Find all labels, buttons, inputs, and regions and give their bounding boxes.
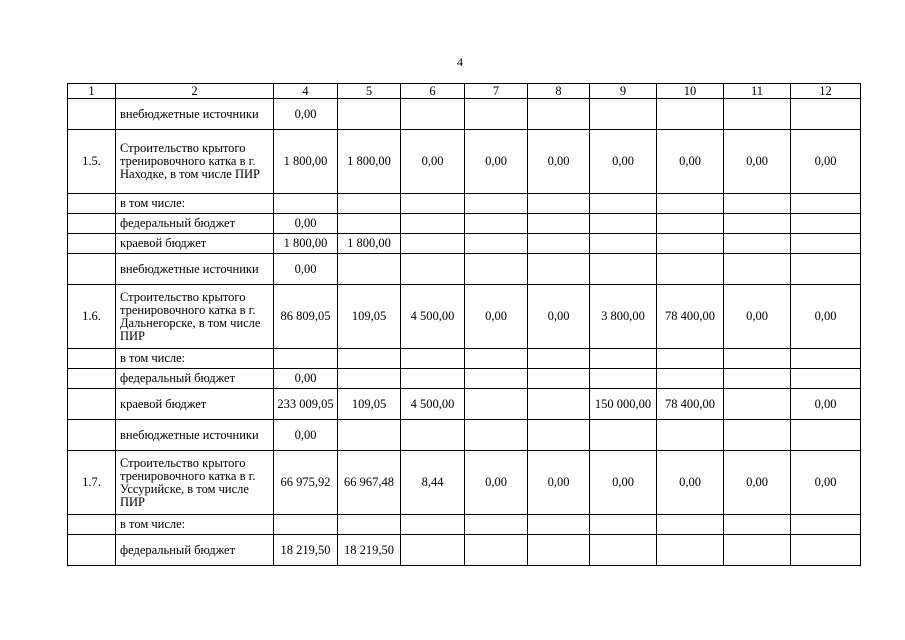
value-cell	[401, 535, 465, 566]
value-cell: 0,00	[657, 451, 724, 515]
value-cell: 0,00	[274, 214, 338, 234]
column-header: 2	[116, 84, 274, 99]
value-cell	[528, 194, 590, 214]
table-row	[68, 285, 861, 349]
value-cell	[338, 194, 401, 214]
value-cell	[590, 254, 657, 285]
row-name-cell: Строительство крытого тренировочного катка в г. Находке, в том числе ПИР	[116, 130, 274, 194]
value-cell	[590, 349, 657, 369]
value-cell	[528, 515, 590, 535]
value-cell	[657, 194, 724, 214]
value-cell: 0,00	[791, 130, 861, 194]
value-cell	[528, 369, 590, 389]
value-cell	[791, 214, 861, 234]
value-cell: 78 400,00	[657, 285, 724, 349]
value-cell: 1 800,00	[274, 130, 338, 194]
value-cell	[791, 194, 861, 214]
value-cell	[528, 420, 590, 451]
value-cell	[274, 349, 338, 369]
row-name-cell: в том числе:	[116, 515, 274, 535]
column-header: 11	[724, 84, 791, 99]
budget-table	[67, 83, 861, 566]
row-number-cell	[68, 515, 116, 535]
value-cell	[724, 349, 791, 369]
value-cell	[401, 214, 465, 234]
value-cell	[657, 99, 724, 130]
value-cell: 1 800,00	[274, 234, 338, 254]
value-cell	[465, 515, 528, 535]
row-name-cell: краевой бюджет	[116, 389, 274, 420]
column-header: 6	[401, 84, 465, 99]
table-row	[68, 194, 861, 214]
value-cell: 0,00	[274, 254, 338, 285]
value-cell: 0,00	[590, 130, 657, 194]
table-row	[68, 214, 861, 234]
value-cell	[657, 515, 724, 535]
column-header: 12	[791, 84, 861, 99]
column-header: 9	[590, 84, 657, 99]
value-cell	[401, 420, 465, 451]
value-cell	[657, 369, 724, 389]
value-cell	[274, 194, 338, 214]
value-cell	[465, 99, 528, 130]
value-cell: 0,00	[590, 451, 657, 515]
row-name-cell: в том числе:	[116, 349, 274, 369]
value-cell	[465, 254, 528, 285]
value-cell: 1 800,00	[338, 130, 401, 194]
value-cell	[274, 515, 338, 535]
value-cell	[401, 99, 465, 130]
value-cell: 0,00	[528, 285, 590, 349]
value-cell: 8,44	[401, 451, 465, 515]
value-cell	[791, 369, 861, 389]
page-number: 4	[457, 55, 463, 69]
value-cell	[791, 349, 861, 369]
value-cell: 18 219,50	[274, 535, 338, 566]
value-cell: 0,00	[274, 99, 338, 130]
value-cell	[338, 99, 401, 130]
value-cell: 0,00	[528, 130, 590, 194]
value-cell: 0,00	[465, 130, 528, 194]
row-name-cell: федеральный бюджет	[116, 214, 274, 234]
value-cell	[657, 420, 724, 451]
value-cell	[465, 349, 528, 369]
value-cell	[465, 535, 528, 566]
value-cell	[338, 254, 401, 285]
value-cell	[465, 234, 528, 254]
value-cell	[338, 515, 401, 535]
row-number-cell: 1.5.	[68, 130, 116, 194]
value-cell	[724, 194, 791, 214]
row-name-cell: Строительство крытого тренировочного катка в г. Уссурийске, в том числе ПИР	[116, 451, 274, 515]
value-cell	[401, 234, 465, 254]
row-name-cell: внебюджетные источники	[116, 420, 274, 451]
table-row	[68, 420, 861, 451]
value-cell	[590, 535, 657, 566]
column-header: 1	[68, 84, 116, 99]
value-cell	[338, 420, 401, 451]
value-cell: 86 809,05	[274, 285, 338, 349]
row-number-cell	[68, 99, 116, 130]
value-cell	[724, 515, 791, 535]
value-cell: 0,00	[465, 451, 528, 515]
value-cell: 18 219,50	[338, 535, 401, 566]
table-row	[68, 369, 861, 389]
value-cell	[724, 535, 791, 566]
column-header: 10	[657, 84, 724, 99]
table-row	[68, 130, 861, 194]
table-header-row	[68, 84, 861, 99]
value-cell: 4 500,00	[401, 389, 465, 420]
value-cell	[401, 194, 465, 214]
row-name-cell: федеральный бюджет	[116, 369, 274, 389]
value-cell	[528, 214, 590, 234]
value-cell	[590, 515, 657, 535]
value-cell	[657, 535, 724, 566]
table-row	[68, 515, 861, 535]
value-cell: 66 967,48	[338, 451, 401, 515]
value-cell: 0,00	[724, 285, 791, 349]
table-row	[68, 234, 861, 254]
value-cell	[724, 234, 791, 254]
value-cell	[791, 254, 861, 285]
value-cell: 0,00	[274, 369, 338, 389]
value-cell	[590, 99, 657, 130]
value-cell	[657, 234, 724, 254]
value-cell	[657, 254, 724, 285]
row-number-cell	[68, 234, 116, 254]
value-cell	[528, 99, 590, 130]
row-number-cell	[68, 214, 116, 234]
row-number-cell	[68, 369, 116, 389]
row-number-cell	[68, 254, 116, 285]
value-cell	[528, 349, 590, 369]
table-row	[68, 389, 861, 420]
value-cell	[590, 234, 657, 254]
column-header: 7	[465, 84, 528, 99]
value-cell	[724, 214, 791, 234]
table-row	[68, 349, 861, 369]
row-number-cell	[68, 194, 116, 214]
row-number-cell	[68, 349, 116, 369]
value-cell: 233 009,05	[274, 389, 338, 420]
value-cell	[465, 194, 528, 214]
table-row	[68, 535, 861, 566]
value-cell	[724, 254, 791, 285]
value-cell: 150 000,00	[590, 389, 657, 420]
row-name-cell: краевой бюджет	[116, 234, 274, 254]
value-cell	[401, 349, 465, 369]
row-name-cell: в том числе:	[116, 194, 274, 214]
value-cell	[590, 194, 657, 214]
value-cell	[401, 369, 465, 389]
value-cell: 0,00	[791, 389, 861, 420]
value-cell	[401, 254, 465, 285]
value-cell	[724, 369, 791, 389]
value-cell: 0,00	[465, 285, 528, 349]
value-cell	[724, 99, 791, 130]
value-cell	[528, 254, 590, 285]
row-name-cell: Строительство крытого тренировочного катка в г. Дальнегорске, в том числе ПИР	[116, 285, 274, 349]
row-number-cell: 1.6.	[68, 285, 116, 349]
value-cell: 0,00	[528, 451, 590, 515]
value-cell	[590, 420, 657, 451]
column-header: 4	[274, 84, 338, 99]
value-cell: 0,00	[401, 130, 465, 194]
value-cell: 109,05	[338, 389, 401, 420]
value-cell	[657, 349, 724, 369]
row-number-cell	[68, 535, 116, 566]
value-cell: 1 800,00	[338, 234, 401, 254]
value-cell: 3 800,00	[590, 285, 657, 349]
value-cell: 0,00	[791, 451, 861, 515]
value-cell	[590, 214, 657, 234]
value-cell	[724, 389, 791, 420]
value-cell	[338, 369, 401, 389]
value-cell	[465, 369, 528, 389]
row-name-cell: внебюджетные источники	[116, 99, 274, 130]
row-number-cell	[68, 389, 116, 420]
table-row	[68, 451, 861, 515]
column-header: 5	[338, 84, 401, 99]
value-cell	[528, 389, 590, 420]
value-cell	[465, 214, 528, 234]
value-cell: 66 975,92	[274, 451, 338, 515]
value-cell	[465, 389, 528, 420]
value-cell: 78 400,00	[657, 389, 724, 420]
value-cell	[401, 515, 465, 535]
table-row	[68, 254, 861, 285]
value-cell: 0,00	[274, 420, 338, 451]
row-name-cell: внебюджетные источники	[116, 254, 274, 285]
table-body	[68, 84, 861, 566]
value-cell	[338, 349, 401, 369]
table-row	[68, 99, 861, 130]
value-cell	[791, 234, 861, 254]
value-cell	[528, 535, 590, 566]
value-cell: 0,00	[657, 130, 724, 194]
value-cell	[791, 535, 861, 566]
value-cell: 0,00	[791, 285, 861, 349]
row-name-cell: федеральный бюджет	[116, 535, 274, 566]
value-cell	[465, 420, 528, 451]
column-header: 8	[528, 84, 590, 99]
value-cell	[528, 234, 590, 254]
value-cell: 109,05	[338, 285, 401, 349]
value-cell: 4 500,00	[401, 285, 465, 349]
value-cell	[590, 369, 657, 389]
value-cell	[338, 214, 401, 234]
value-cell	[791, 420, 861, 451]
value-cell	[791, 515, 861, 535]
row-number-cell: 1.7.	[68, 451, 116, 515]
value-cell	[724, 420, 791, 451]
value-cell: 0,00	[724, 451, 791, 515]
value-cell	[791, 99, 861, 130]
value-cell	[657, 214, 724, 234]
row-number-cell	[68, 420, 116, 451]
value-cell: 0,00	[724, 130, 791, 194]
